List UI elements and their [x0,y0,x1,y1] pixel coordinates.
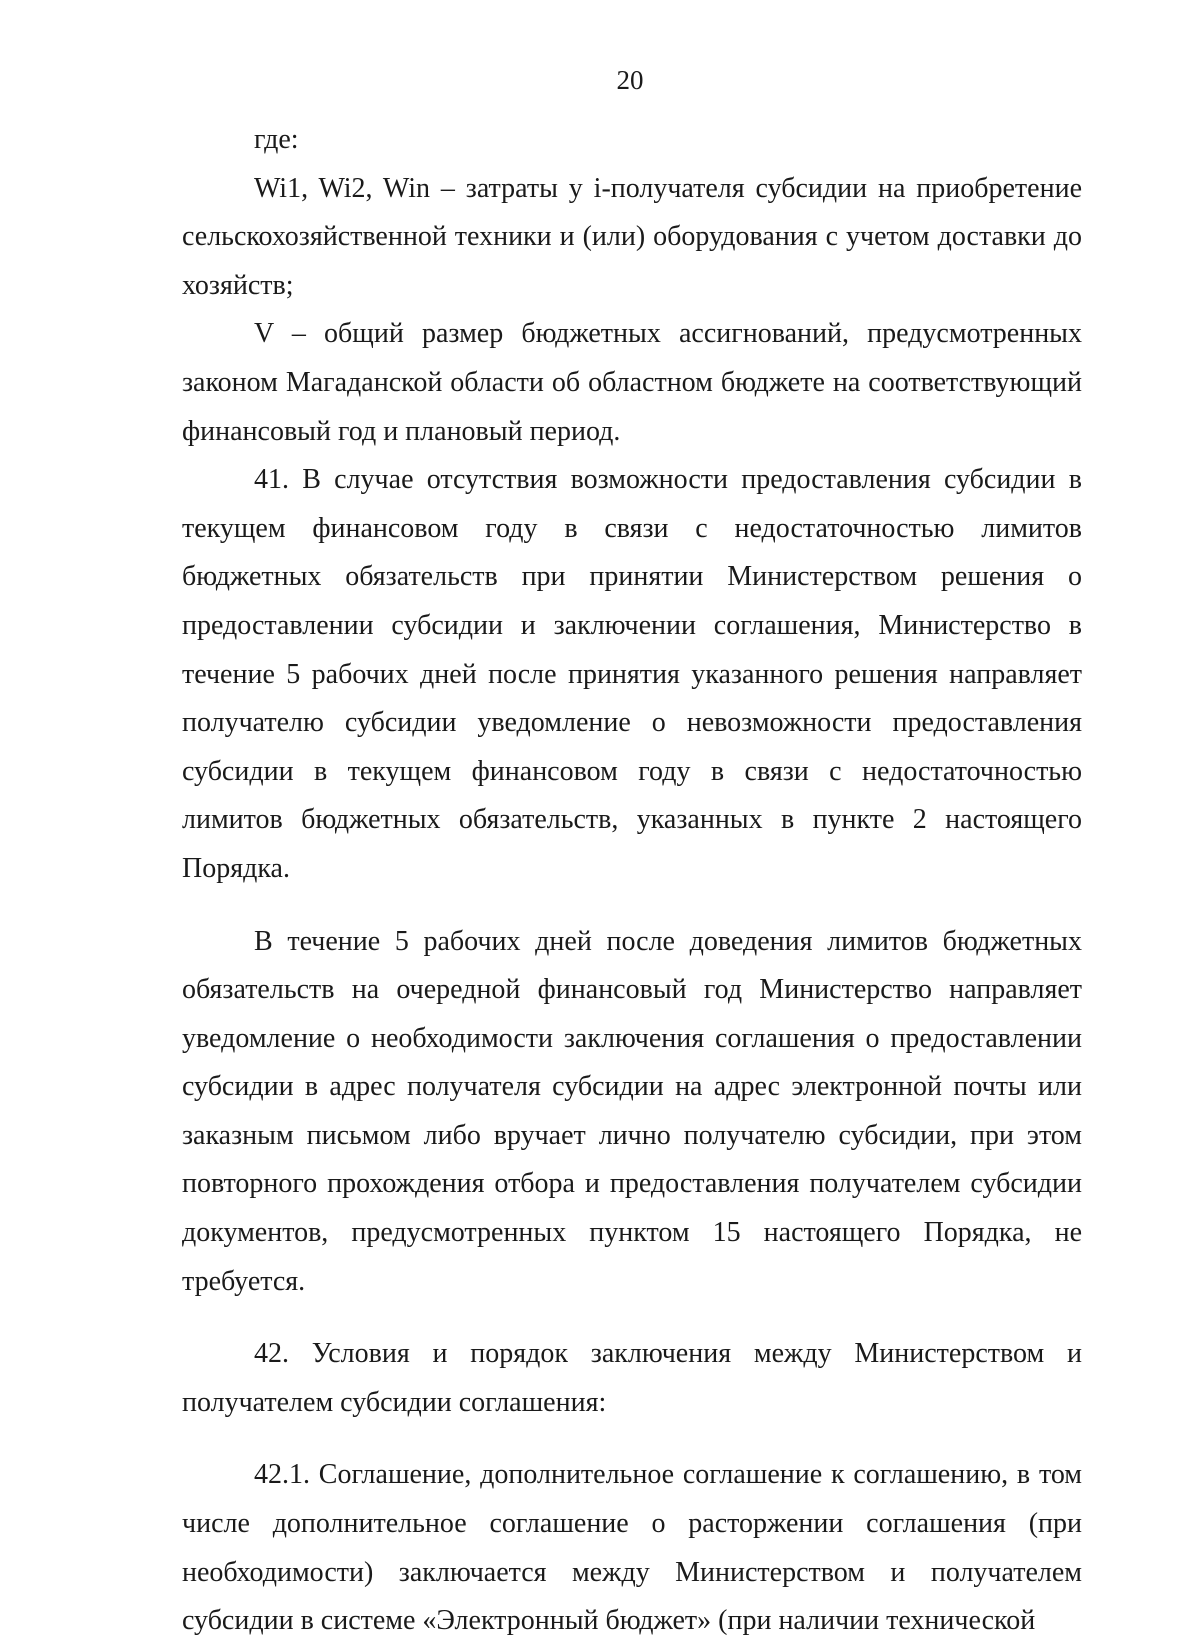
paragraph-41-continued: В течение 5 рабочих дней после доведения лимитов бюджетных обязательств на очередной финансовый год Министерство направляет уведомление о необходимости заключения соглашения о предоставлении субсидии в адрес получателя субсидии на адрес электронной почты или заказным письмом либо вручает лично получателю субсидии, при этом повторного прохождения отбора и предоставления получателем субсидии документов, предусмотренных пунктом 15 настоящего Порядка, не требуется. [182,925,1082,1297]
page-number: 20 [616,65,644,95]
paragraph-wi-definition: Wi1, Wi2, Win – затраты у i-получателя субсидии на приобретение сельскохозяйственной техники и (или) оборудования с учетом доставки до хозяйств; [182,172,1082,301]
document-body [182,116,1082,1646]
paragraph-41: 41. В случае отсутствия возможности предоставления субсидии в текущем финансовом году в связи с недостаточностью лимитов бюджетных обязательств при принятии Министерством решения о предоставлении субсидии и заключении соглашения, Министерство в течение 5 рабочих дней после принятия указанного решения направляет получателю субсидии уведомление о невозможности предоставления субсидии в текущем финансовом году в связи с недостаточностью лимитов бюджетных обязательств, указанных в пункте 2 настоящего Порядка. [182,464,1082,884]
paragraph-42-1: 42.1. Соглашение, дополнительное соглашение к соглашению, в том числе дополнительное соглашение о расторжении соглашения (при необходимости) заключается между Министерством и получателем субсидии в системе «Электронный бюджет» (при наличии технической [182,1459,1082,1637]
paragraph-42: 42. Условия и порядок заключения между Министерством и получателем субсидии соглашения: [182,1338,1082,1418]
paragraph-where: где: [254,124,299,155]
paragraph-v-definition: V – общий размер бюджетных ассигнований, предусмотренных законом Магаданской области об областном бюджете на соответствующий финансовый год и плановый период. [182,318,1082,447]
